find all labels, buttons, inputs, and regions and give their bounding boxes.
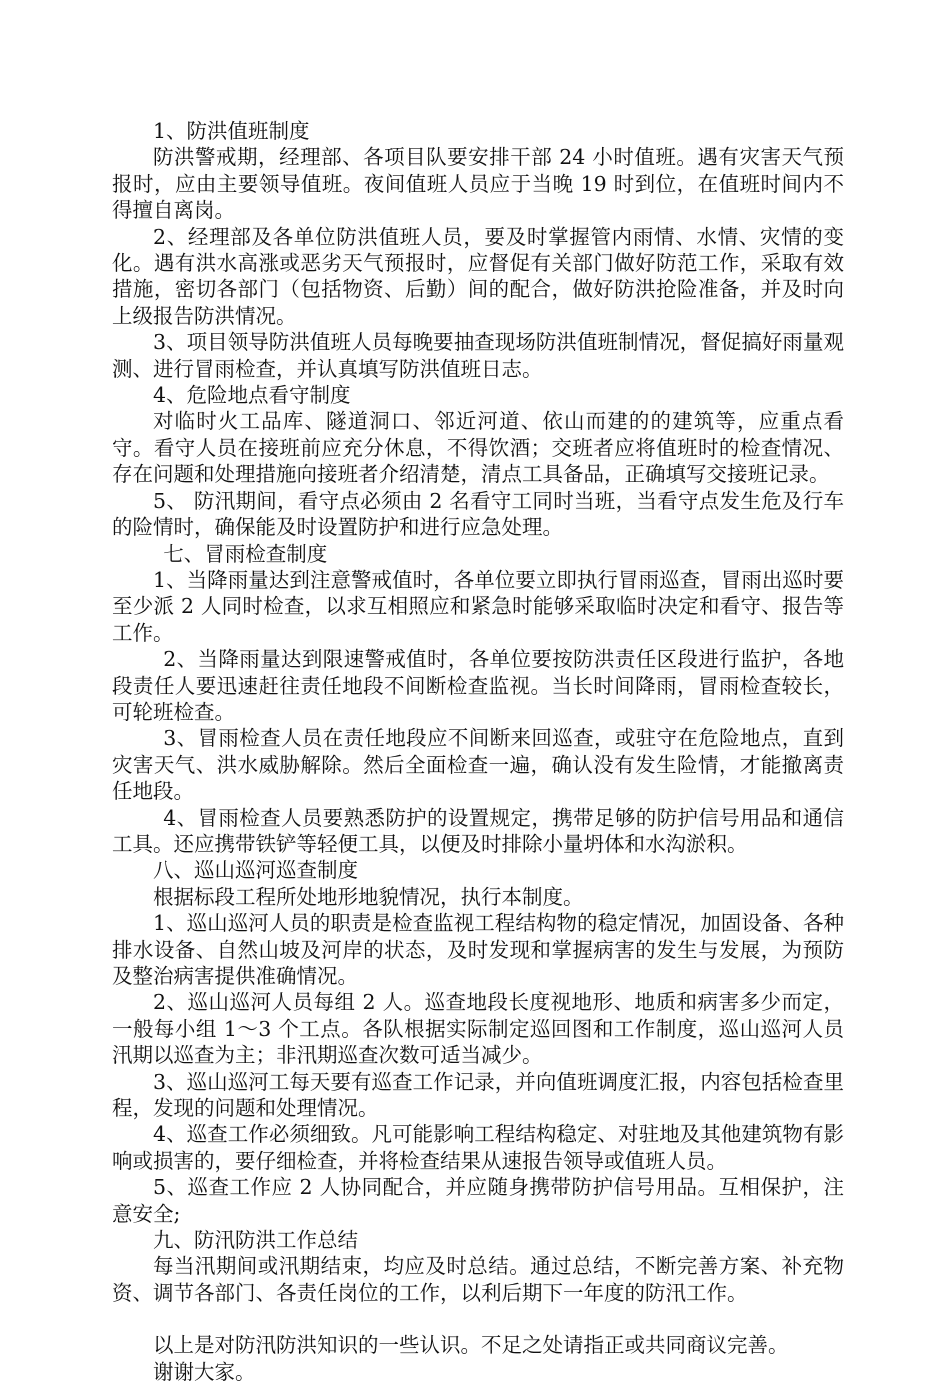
paragraph: 5、巡查工作应 2 人协同配合，并应随身携带防护信号用品。互相保护，注意安全; [112,1175,844,1226]
paragraph: 防洪警戒期，经理部、各项目队要安排干部 24 小时值班。遇有灾害天气预报时，应由主要领导值班。夜间值班人员应于当晚 19 时到位，在值班时间内不得擅自离岗。 [112,145,844,223]
paragraph: 2、经理部及各单位防洪值班人员，要及时掌握管内雨情、水情、灾情的变化。遇有洪水高涨或恶劣天气预报时，应督促有关部门做好防范工作，采取有效措施，密切各部门（包括物资、后勤）间的配合，做好防洪抢险准备，并及时向上级报告防洪情况。 [112,224,844,328]
paragraph: 4、冒雨检查人员要熟悉防护的设置规定，携带足够的防护信号用品和通信工具。还应携带铁铲等轻便工具，以便及时排除小量坍体和水沟淤积。 [112,805,844,856]
section-heading-summary: 九、防汛防洪工作总结 [153,1228,358,1253]
closing-thanks: 谢谢大家。 [153,1359,256,1384]
section-heading-rain-inspection: 七、冒雨检查制度 [163,541,328,566]
paragraph: 每当汛期间或汛期结束，均应及时总结。通过总结，不断完善方案、补充物资、调节各部门、各责任岗位的工作，以利后期下一年度的防汛工作。 [112,1254,844,1305]
paragraph: 1、当降雨量达到注意警戒值时，各单位要立即执行冒雨巡查，冒雨出巡时要至少派 2 人同时检查，以求互相照应和紧急时能够采取临时决定和看守、报告等工作。 [112,567,844,645]
paragraph: 2、巡山巡河人员每组 2 人。巡查地段长度视地形、地质和病害多少而定，一般每小组 1～3 个工点。各队根据实际制定巡回图和工作制度，巡山巡河人员汛期以巡查为主；非汛期巡查次数可适当减少。 [112,990,844,1068]
section-heading-flood-duty: 1、防洪值班制度 [153,119,310,143]
section-heading-danger-point: 4、危险地点看守制度 [153,383,351,408]
section-heading-patrol: 八、巡山巡河巡查制度 [153,858,358,883]
blank-line [112,1306,844,1332]
paragraph: 4、巡查工作必须细致。凡可能影响工程结构稳定、对驻地及其他建筑物有影响或损害的，要仔细检查，并将检查结果从速报告领导或值班人员。 [112,1122,844,1173]
closing-paragraph: 以上是对防汛防洪知识的一些认识。不足之处请指正或共同商议完善。 [153,1333,789,1358]
paragraph: 3、项目领导防洪值班人员每晚要抽查现场防洪值班制情况，督促搞好雨量观测、进行冒雨检查，并认真填写防洪值班日志。 [112,330,844,381]
paragraph: 根据标段工程所处地形地貌情况，执行本制度。 [153,884,584,909]
paragraph: 对临时火工品库、隧道洞口、邻近河道、依山而建的的建筑等，应重点看守。看守人员在接班前应充分休息，不得饮酒；交班者应将值班时的检查情况、存在问题和处理措施向接班者介绍清楚，清点工具备品，正确填写交接班记录。 [112,409,844,487]
paragraph: 3、冒雨检查人员在责任地段应不间断来回巡查，或驻守在危险地点，直到灾害天气、洪水威胁解除。然后全面检查一遍，确认没有发生险情，才能撤离责任地段。 [112,726,844,804]
document-body [112,118,844,1385]
paragraph: 3、巡山巡河工每天要有巡查工作记录，并向值班调度汇报，内容包括检查里程，发现的问题和处理情况。 [112,1069,844,1121]
paragraph: 5、 防汛期间，看守点必须由 2 名看守工同时当班，当看守点发生危及行车的险情时，确保能及时设置防护和进行应急处理。 [112,488,844,540]
paragraph: 2、当降雨量达到限速警戒值时，各单位要按防洪责任区段进行监护，各地段责任人要迅速赶往责任地段不间断检查监视。当长时间降雨，冒雨检查较长，可轮班检查。 [112,647,844,724]
paragraph: 1、巡山巡河人员的职责是检查监视工程结构物的稳定情况，加固设备、各种排水设备、自然山坡及河岸的状态，及时发现和掌握病害的发生与发展，为预防及整治病害提供准确情况。 [112,911,844,988]
